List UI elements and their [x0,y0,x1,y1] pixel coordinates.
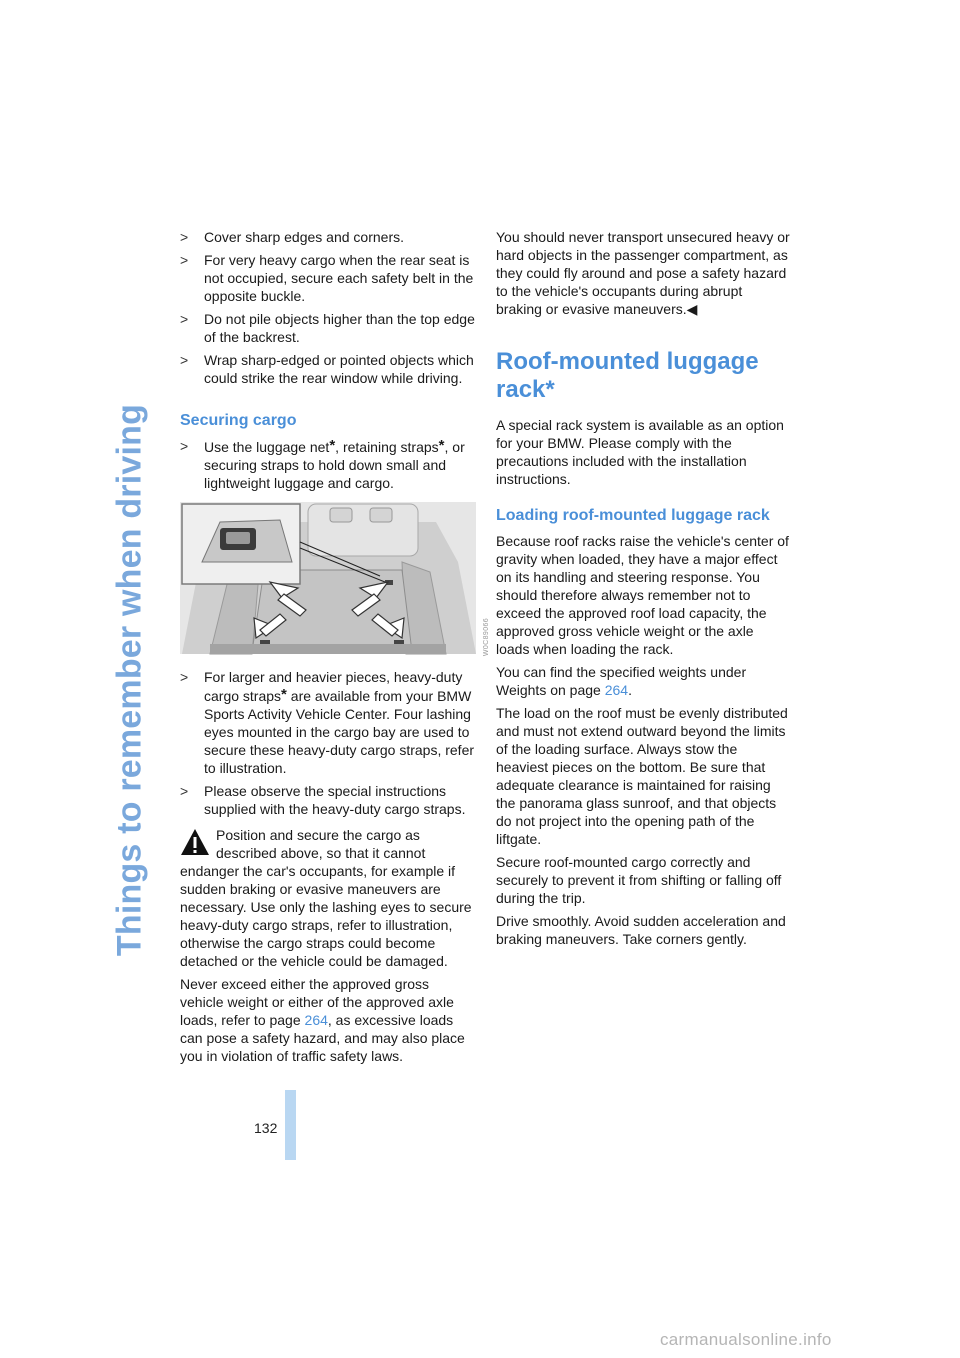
text-run: are available from your BMW Sports Activity Vehicle Center. Four lashing eyes mounted in the cargo bay are used to secure these heavy-duty cargo straps, refer to illustration. [204,688,475,776]
page-number: 132 [254,1120,278,1136]
side-section-title [106,230,154,1130]
bullet-item [180,782,476,818]
bullet-item [180,351,476,387]
secure-paragraph: Secure roof-mounted cargo correctly and securely to prevent it from shifting or falling off during the trip. [496,854,782,906]
bullet-item [180,310,476,346]
bullet-text: Wrap sharp-edged or pointed objects which could strike the rear window while driving. [204,352,474,386]
page-marker-bar [285,1090,296,1160]
right-column [496,228,790,953]
cargo-bay-illustration [180,502,490,657]
text-run: You should never transport unsecured heavy or hard objects in the passenger compartment, as they could fly around and pose a safety hazard to the vehicle's occupants during abrupt braking or evasive maneuvers. [496,229,790,317]
bullet-text [204,437,476,492]
side-section-title-text: Things to remember when driving [110,403,149,957]
bullet-marker: > [180,669,189,685]
bullet-marker: > [180,783,189,799]
bullet-item [180,228,476,246]
weights-paragraph [496,663,790,699]
bullet-text: For very heavy cargo when the rear seat is not occupied, secure each safety belt in the opposite buckle. [204,252,474,304]
bullet-text [204,668,476,777]
loading-paragraph: Because roof racks raise the vehicle's center of gravity when loaded, they have a major effect on its handling and steering response. You should therefore always remember not to exceed the approved roof load capacity, the approved gross vehicle weight or the axle loads when loading the rack. [496,533,789,657]
watermark: carmanualsonline.info [660,1330,832,1349]
text-run: , retaining straps [335,439,439,455]
bullet-text: Please observe the special instructions supplied with the heavy-duty cargo straps. [204,783,466,817]
intro-paragraph [496,228,790,318]
option-star: * [438,437,445,454]
option-star: * [329,437,336,454]
bullet-item [180,668,476,777]
figure-code-text: W0C89066 [483,617,490,657]
cargo-bay-drawing [180,502,476,654]
bullet-marker: > [180,352,189,368]
warning-text-limits [180,975,476,1065]
page-link[interactable]: 264 [304,1012,328,1028]
warning-block [180,826,476,1065]
warning-text: Position and secure the cargo as described above, so that it cannot endanger the car's occupants, for example if sudden braking or evasive maneuvers are necessary. Use only the lashing eyes to secure heavy-duty cargo straps, refer to illustration, otherwise the cargo straps could become detached or the vehicle could be damaged. [180,827,472,969]
text-run: Never exceed either the approved gross vehicle weight or either of the approved axle loads, refer to page [180,976,454,1028]
bullet-text: Cover sharp edges and corners. [204,229,404,245]
page-link[interactable]: 264 [604,682,629,698]
bullet-item [180,437,476,492]
rack-paragraph: A special rack system is available as an option for your BMW. Please comply with the precautions included with the installation instructions. [496,417,784,487]
bullet-marker: > [180,252,189,268]
section-heading-loading-rack: Loading roof-mounted luggage rack [496,507,770,524]
bullet-marker: > [180,311,189,327]
bullet-text: Do not pile objects higher than the top edge of the backrest. [204,311,475,345]
text-run: , as excessive loads can pose a safety hazard, and may also place you in violation of traffic safety laws. [180,1012,465,1064]
text-run: . [628,682,632,698]
section-heading-roof-rack: Roof-mounted luggage rack* [496,348,759,403]
roof-load-paragraph: The load on the roof must be evenly distributed and must not extend outward beyond the limits of the loading surface. Always stow the heaviest pieces on the bottom. Be sure that adequate clearance is maintained for raising the panorama glass sunroof, and that objects do not project into the opening path of the liftgate. [496,705,788,847]
text-run: You can find the specified weights under Weights on page [496,664,747,698]
end-mark-icon: ◀ [686,301,698,317]
text-run: Use the luggage net [204,439,330,455]
text-run: For larger and heavier pieces, heavy-duty cargo straps [204,669,463,704]
section-heading-securing-cargo: Securing cargo [180,412,297,429]
text-run: , or securing straps to hold down small and lightweight luggage and cargo. [204,439,465,491]
warning-triangle-icon [180,828,210,856]
figure-code [480,617,494,657]
bullet-item [180,251,476,305]
left-column [180,228,490,1070]
bullet-marker: > [180,229,189,245]
option-star: * [281,686,287,703]
drive-paragraph: Drive smoothly. Avoid sudden acceleration and braking maneuvers. Take corners gently. [496,913,786,947]
bullet-marker: > [180,438,189,454]
